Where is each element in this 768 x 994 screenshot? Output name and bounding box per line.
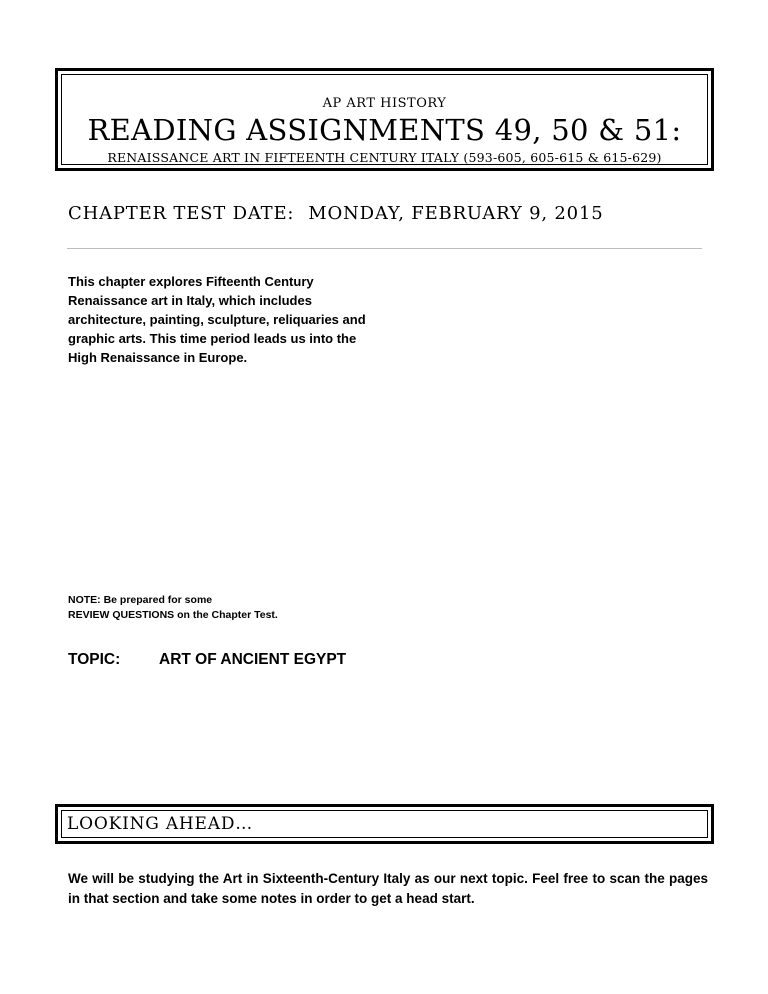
review-note xyxy=(68,593,278,623)
looking-ahead-box xyxy=(55,804,714,844)
looking-ahead-text: We will be studying the Art in Sixteenth-Century Italy as our next topic. Feel free to scan the pages in that section and take some notes in order to get a head start. xyxy=(68,871,708,906)
note-line-1: NOTE: Be prepared for some xyxy=(68,594,213,606)
topic-line xyxy=(68,651,347,669)
course-label: AP ART HISTORY xyxy=(322,96,447,111)
test-date-value: MONDAY, FEBRUARY 9, 2015 xyxy=(308,203,604,224)
note-line-2: REVIEW QUESTIONS on the Chapter Test. xyxy=(68,609,278,621)
test-date-label: CHAPTER TEST DATE: xyxy=(68,203,295,224)
header-box xyxy=(55,68,714,171)
intro-paragraph: This chapter explores Fifteenth Century Renaissance art in Italy, which includes architecture, painting, sculpture, reliquaries and graphic arts. This time period leads us into the High Renaissance in Europe. xyxy=(68,274,366,365)
header-inner xyxy=(61,74,708,165)
divider xyxy=(67,248,702,249)
assignment-title: READING ASSIGNMENTS 49, 50 & 51: xyxy=(87,113,682,147)
assignment-subtitle: RENAISSANCE ART IN FIFTEENTH CENTURY ITALY (593-605, 605-615 & 615-629) xyxy=(107,150,662,165)
looking-ahead-heading: LOOKING AHEAD… xyxy=(61,810,708,838)
chapter-test-date xyxy=(68,203,603,224)
topic-label: TOPIC: xyxy=(68,651,121,668)
topic-value: ART OF ANCIENT EGYPT xyxy=(159,651,347,668)
